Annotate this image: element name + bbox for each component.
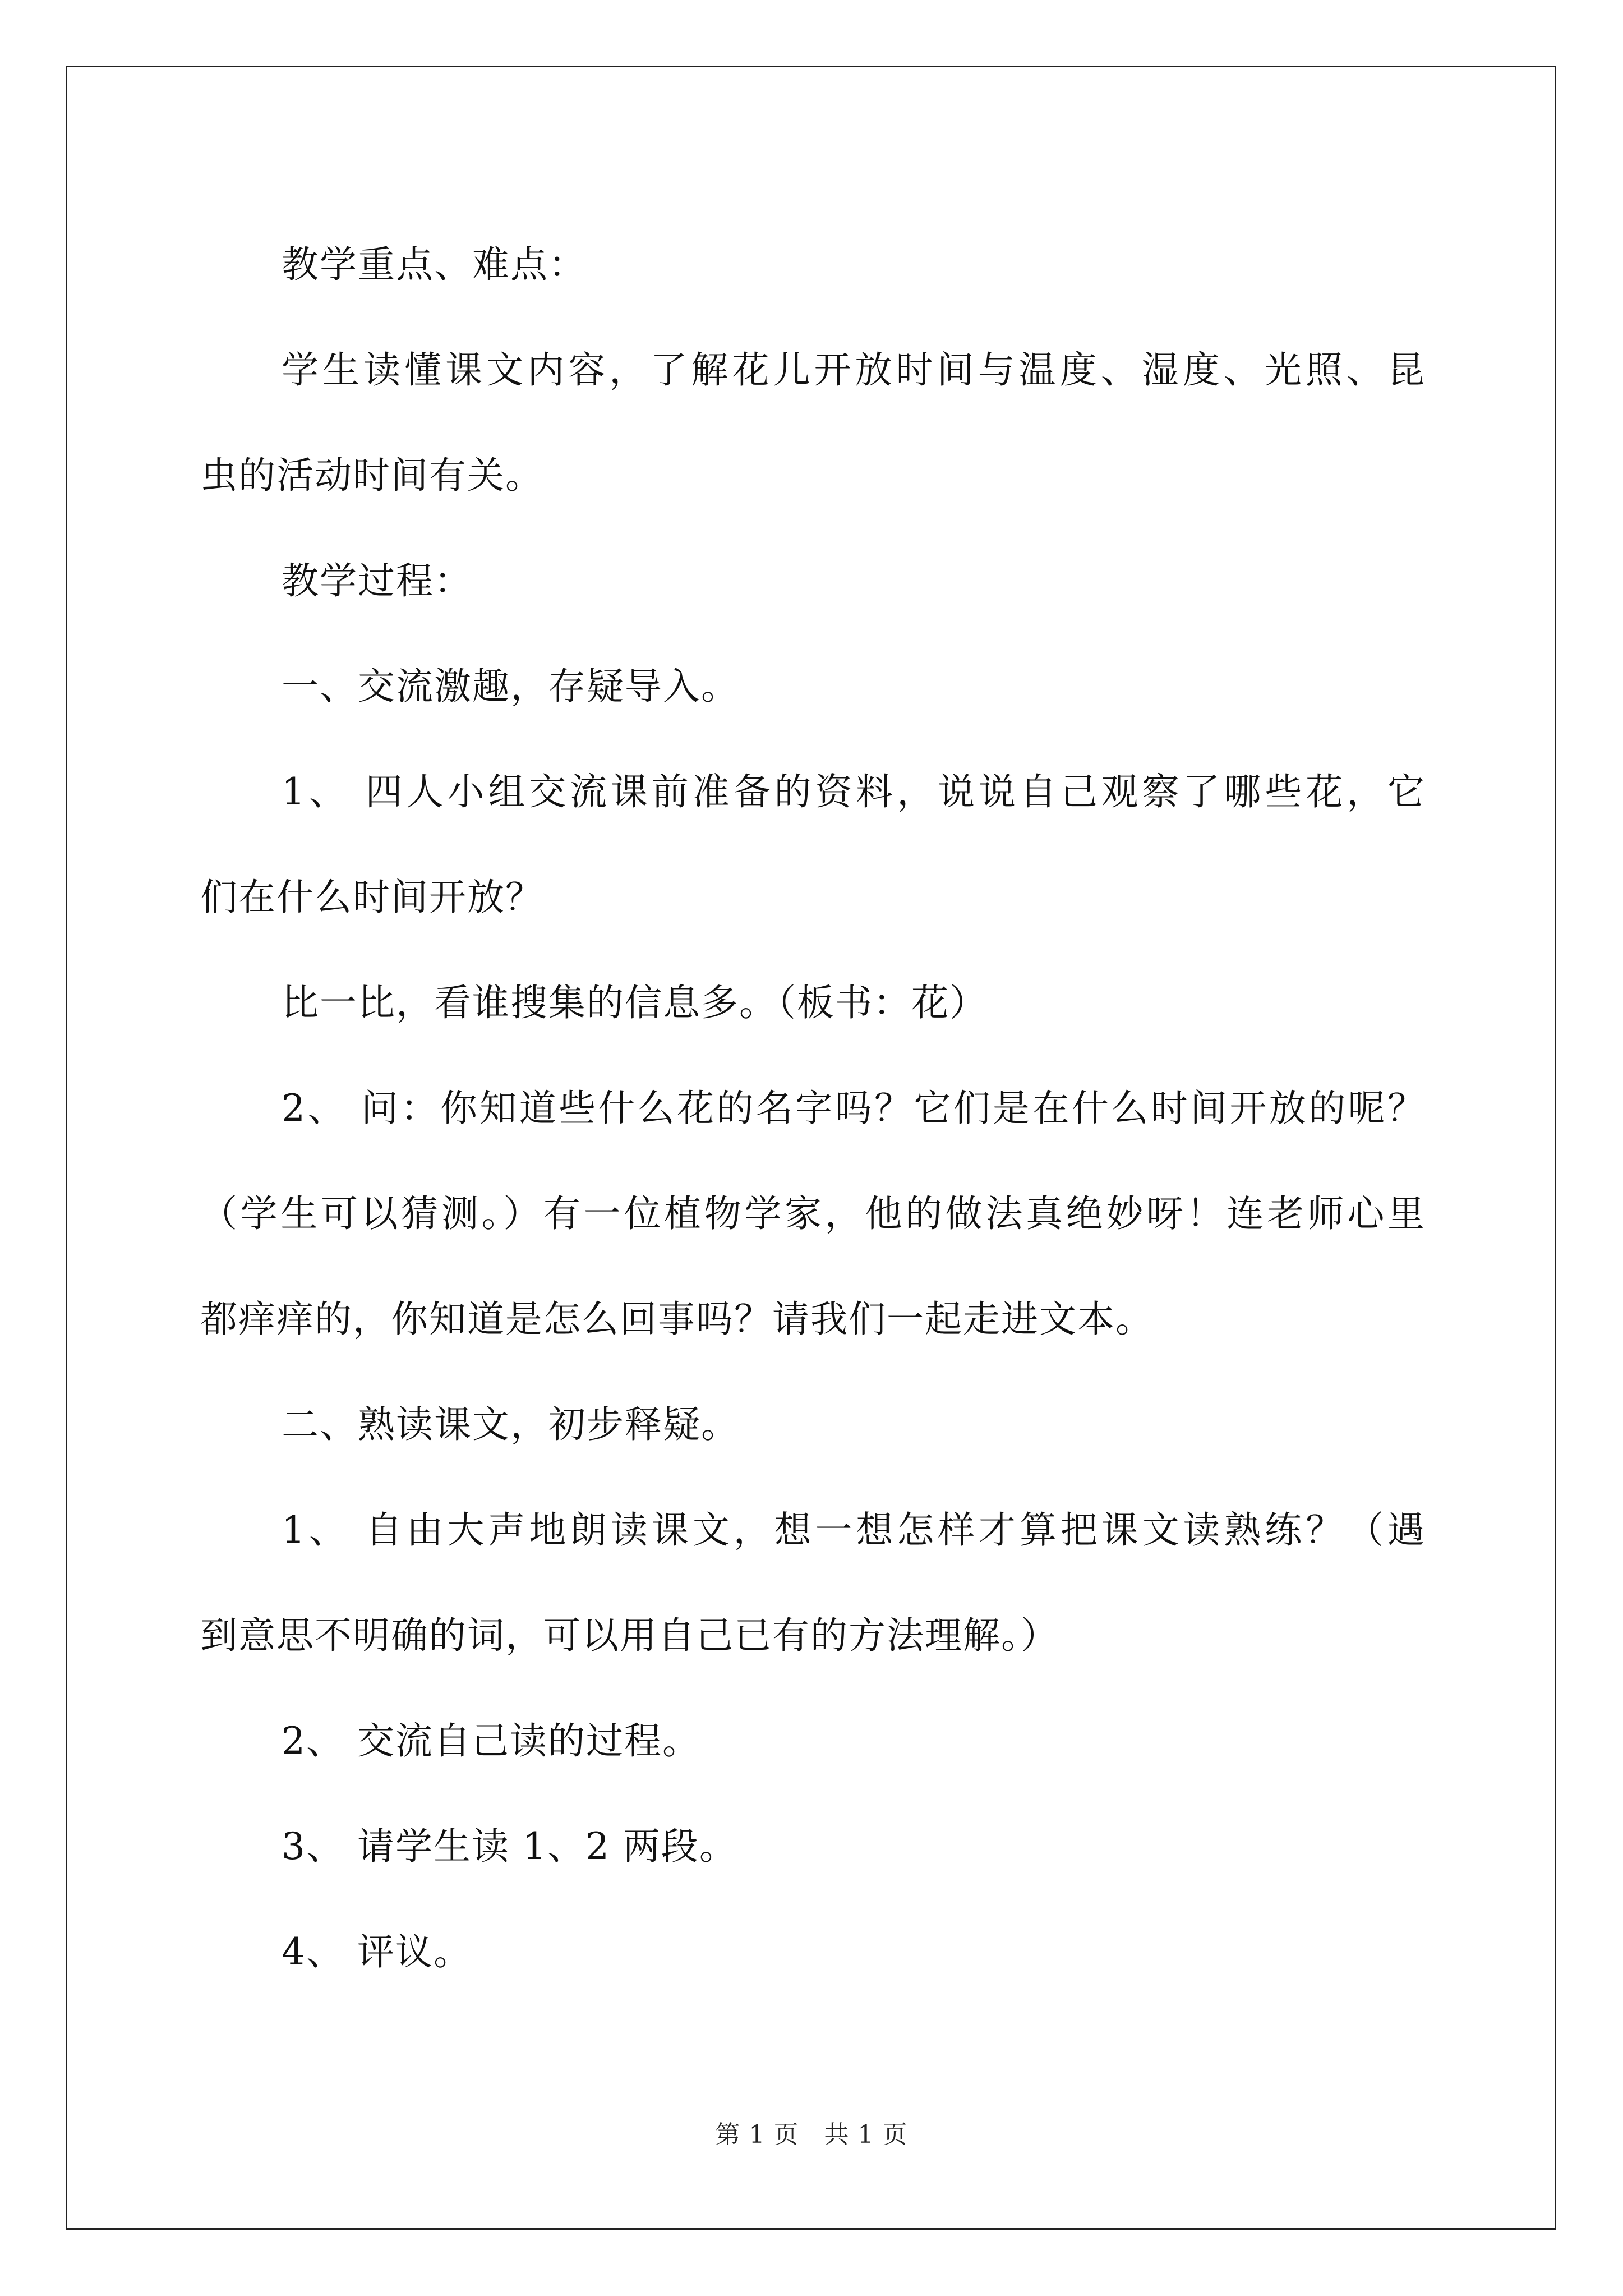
text-line: 比一比，看谁搜集的信息多。（板书：花）	[282, 981, 988, 1024]
text-line: 教学重点、难点：	[282, 243, 587, 286]
text-line: 一、交流激趣，存疑导入。	[282, 665, 739, 708]
text-line: 到意思不明确的词，可以用自己已有的方法理解。）	[200, 1614, 1059, 1657]
text-line: 教学过程：	[282, 559, 472, 602]
text-line: 4、 评议。	[282, 1930, 472, 1973]
text-line: 2、 交流自己读的过程。	[282, 1719, 700, 1763]
text-line: 3、 请学生读 1、2 两段。	[282, 1825, 737, 1868]
document-body	[200, 212, 1426, 2005]
text-line: 1、 四人小组交流课前准备的资料，说说自己观察了哪些花，它	[282, 770, 1426, 813]
text-line: 1、 自由大声地朗读课文，想一想怎样才算把课文读熟练？（遇	[282, 1508, 1426, 1552]
text-line: 都痒痒的，你知道是怎么回事吗？请我们一起走进文本。	[200, 1297, 1154, 1341]
text-line: 们在什么时间开放？	[200, 876, 543, 919]
text-line: （学生可以猜测。）有一位植物学家，他的做法真绝妙呀！连老师心里	[200, 1192, 1426, 1235]
text-line: 二、熟读课文，初步释疑。	[282, 1403, 739, 1446]
page-footer: 第 1 页 共 1 页	[715, 2120, 908, 2149]
text-line: 学生读懂课文内容，了解花儿开放时间与温度、湿度、光照、昆	[282, 348, 1426, 392]
text-line: 2、 问：你知道些什么花的名字吗？它们是在什么时间开放的呢？	[282, 1087, 1426, 1130]
text-line: 虫的活动时间有关。	[200, 454, 543, 497]
